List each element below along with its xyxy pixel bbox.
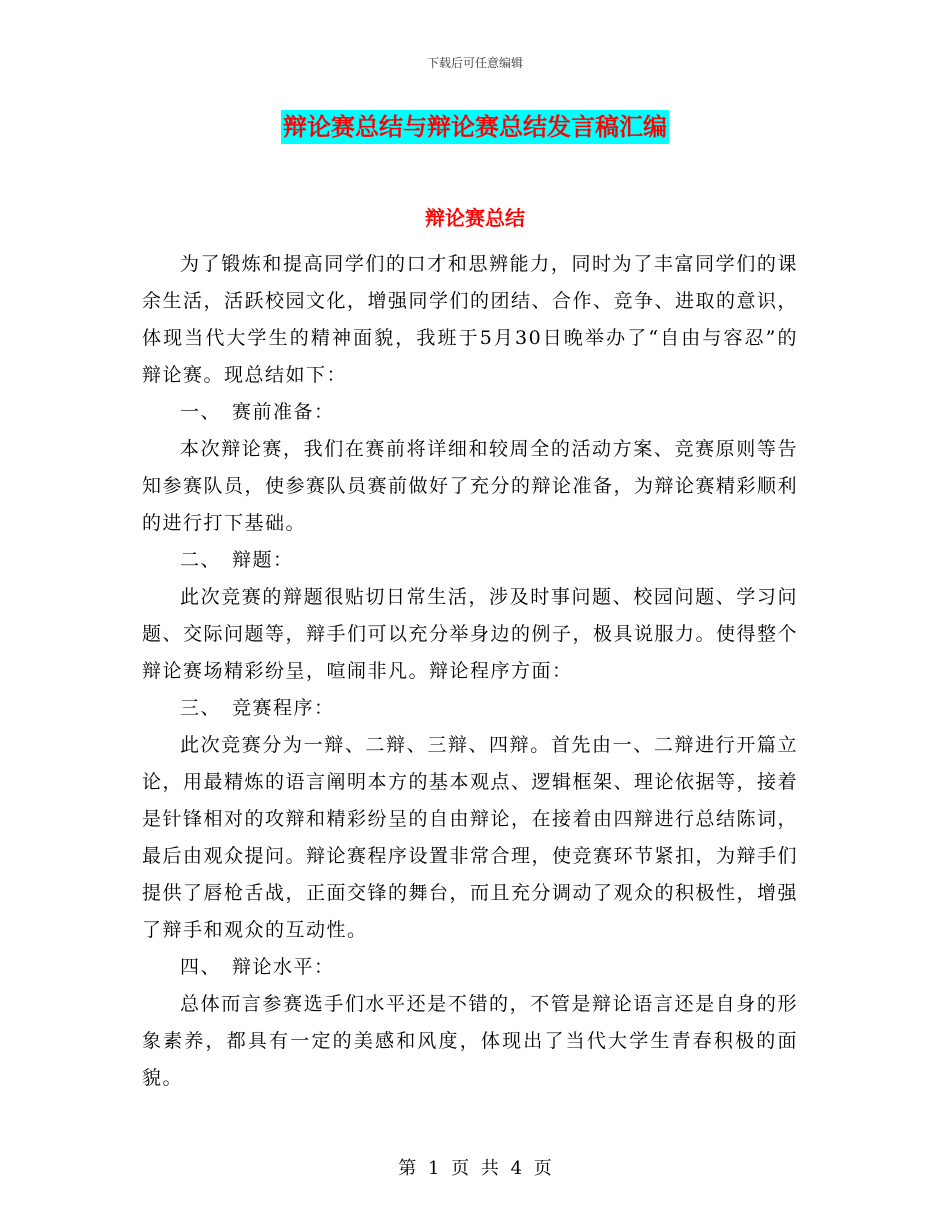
footer-suffix: 页 [533, 1158, 552, 1179]
page-header-note: 下载后可任意编辑 [426, 56, 523, 70]
document-body [142, 246, 798, 1097]
body-paragraph: 为了锻炼和提高同学们的口才和思辨能力，同时为了丰富同学们的课余生活，活跃校园文化，增强同学们的团结、合作、竞争、进取的意识，体现当代大学生的精神面貌，我班于5月30日晚举办了“自由与容忍”的辩论赛。现总结如下： [142, 253, 799, 386]
document-title-text: 辩论赛总结与辩论赛总结发言稿汇编 [281, 110, 669, 144]
section-title: 辩论赛总结 [425, 206, 525, 230]
section-heading-topic: 二、 辩题： [180, 549, 294, 571]
section-heading-procedure: 三、 竞赛程序： [180, 697, 335, 719]
section-heading-preparation: 一、 赛前准备： [180, 401, 335, 423]
page-footer [0, 1154, 950, 1180]
footer-total-pages: 4 [510, 1158, 523, 1179]
body-paragraph: 此次竞赛分为一辩、二辩、三辩、四辩。首先由一、二辩进行开篇立论，用最精炼的语言阐明本方的基本观点、逻辑框架、理论依据等，接着是针锋相对的攻辩和精彩纷呈的自由辩论，在接着由四辩进行总结陈词，最后由观众提问。辩论赛程序设置非常合理，使竞赛环节紧扣，为辩手们提供了唇枪舌战，正面交锋的舞台，而且充分调动了观众的积极性，增强了辩手和观众的互动性。 [142, 734, 799, 941]
body-paragraph: 本次辩论赛，我们在赛前将详细和较周全的活动方案、竞赛原则等告知参赛队员，使参赛队员赛前做好了充分的辩论准备，为辩论赛精彩顺利的进行打下基础。 [142, 438, 799, 534]
body-paragraph: 此次竞赛的辩题很贴切日常生活，涉及时事问题、校园问题、学习问题、交际问题等，辩手们可以充分举身边的例子，极具说服力。使得整个辩论赛场精彩纷呈，喧闹非凡。辩论程序方面： [142, 586, 799, 682]
footer-page-word: 页 [451, 1158, 470, 1179]
footer-total-word: 共 [480, 1158, 499, 1179]
body-paragraph: 总体而言参赛选手们水平还是不错的，不管是辩论语言还是自身的形象素养，都具有一定的美感和风度，体现出了当代大学生青春积极的面貌。 [142, 993, 798, 1089]
footer-current-page: 1 [427, 1158, 440, 1179]
footer-prefix: 第 [398, 1158, 417, 1179]
section-heading-level: 四、 辩论水平： [180, 956, 335, 978]
document-title [0, 110, 950, 144]
